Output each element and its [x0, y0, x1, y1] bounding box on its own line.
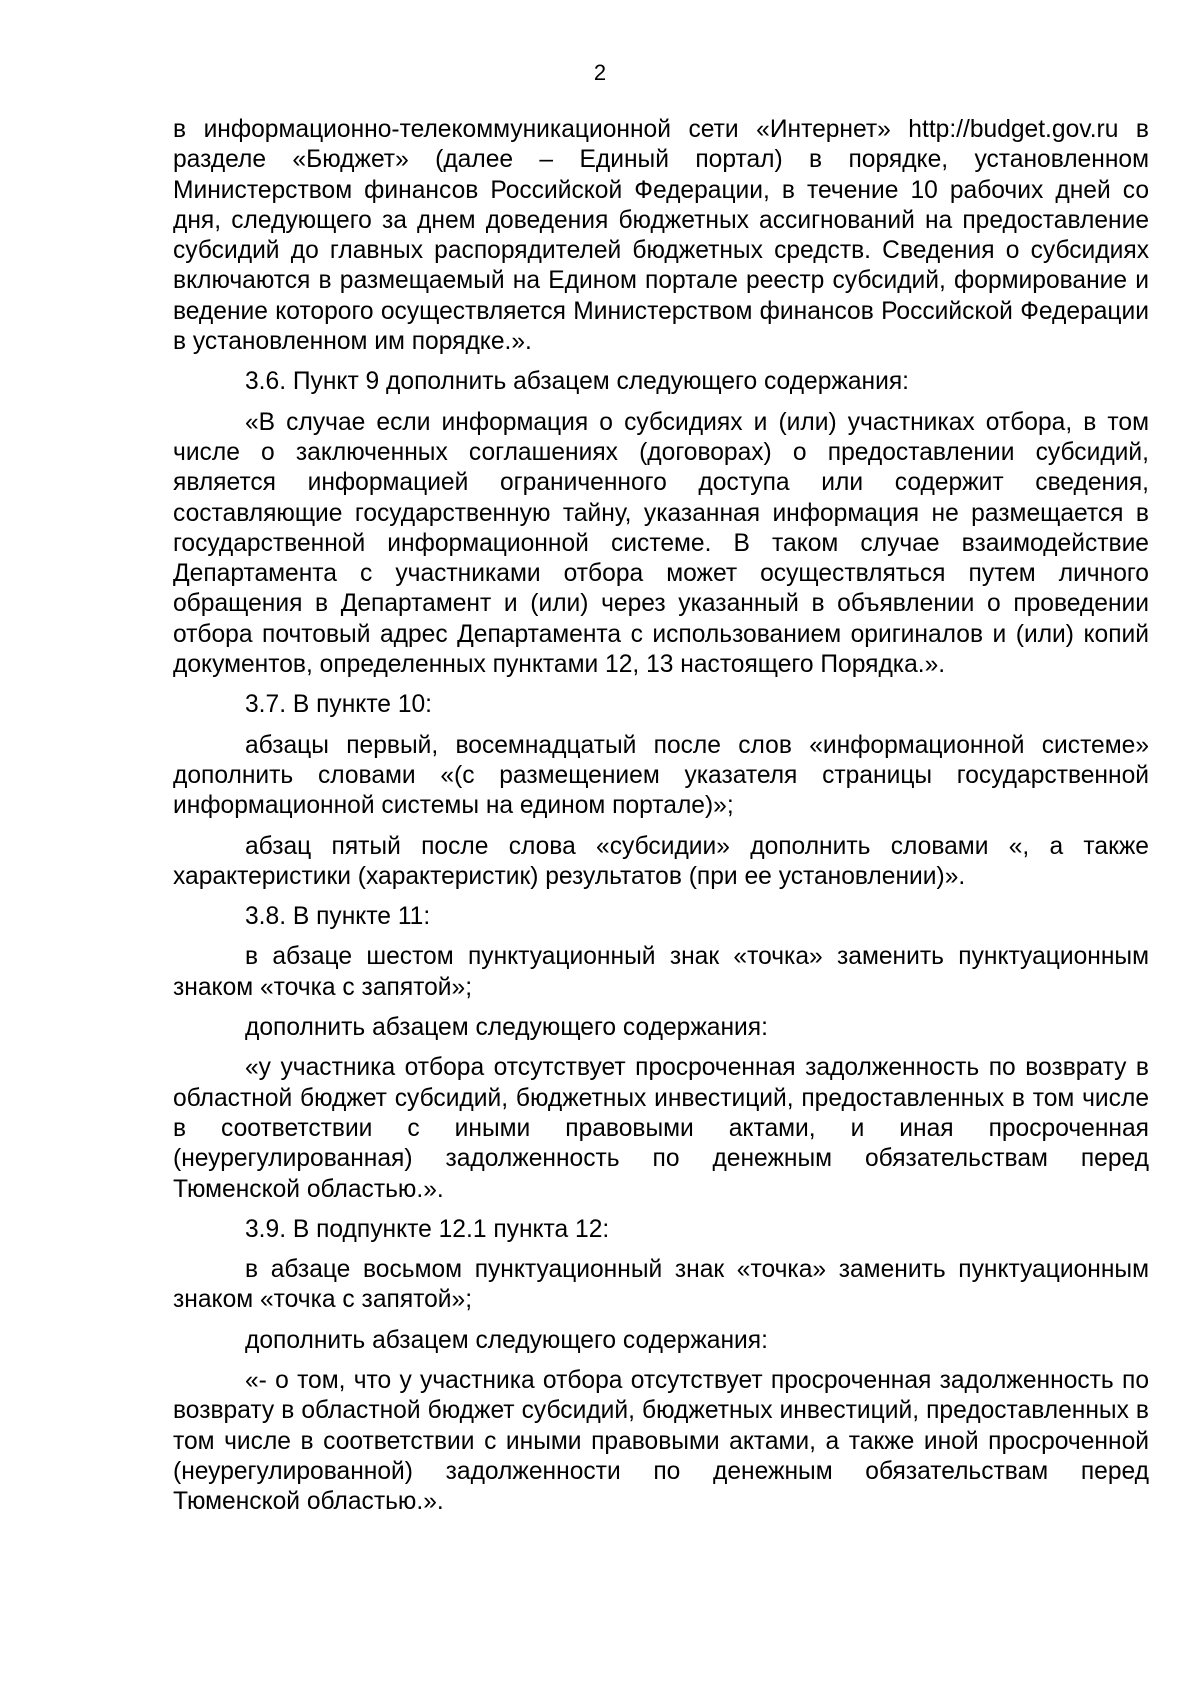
document-body — [173, 115, 1149, 1517]
paragraph-quote-3-9: «- о том, что у участника отбора отсутствует просроченная задолженность по возврату в областной бюджет субсидий, бюджетных инвестиций, предоставленных в том числе в соответствии с иными правовыми актами, а также иной просроченной (неурегулированной) задолженности по денежным обязательствам перед Тюменской областью.». — [173, 1366, 1149, 1516]
paragraph-item-3-7: 3.7. В пункте 10: — [245, 691, 433, 719]
paragraph-continuation: в информационно-телекоммуникационной сети «Интернет» http://budget.gov.ru в разделе «Бюджет» (далее – Единый портал) в порядке, установленном Министерством финансов Российской Федерации, в течение 10 рабочих дней со дня, следующего за днем доведения бюджетных ассигнований на предоставление субсидий до главных распорядителей бюджетных средств. Сведения о субсидиях включаются в размещаемый на Едином портале реестр субсидий, формирование и ведение которого осуществляется Министерством финансов Российской Федерации в установленном им порядке.». — [173, 116, 1149, 356]
paragraph-3-7-second: абзац пятый после слова «субсидии» дополнить словами «, а также характеристики (характеристик) результатов (при ее установлении)». — [173, 832, 1149, 890]
paragraph-quote-3-8: «у участника отбора отсутствует просроченная задолженность по возврату в областной бюджет субсидий, бюджетных инвестиций, предоставленных в том числе в соответствии с иными правовыми актами, и иная просроченная (неурегулированная) задолженность по денежным обязательствам перед Тюменской областью.». — [173, 1054, 1149, 1203]
paragraph-item-3-8: 3.8. В пункте 11: — [245, 903, 431, 931]
paragraph-3-8-first: в абзаце шестом пунктуационный знак «точка» заменить пунктуационным знаком «точка с запятой»; — [173, 943, 1149, 1001]
paragraph-3-9-second: дополнить абзацем следующего содержания: — [245, 1326, 768, 1354]
paragraph-quote-3-6: «В случае если информация о субсидиях и (или) участниках отбора, в том числе о заключенных соглашениях (договорах) о предоставлении субсидий, является информацией ограниченного доступа или содержит сведения, составляющие государственную тайну, указанная информация не размещается в государственной информационной системе. В таком случае взаимодействие Департамента с участниками отбора может осуществляться путем личного обращения в Департамент и (или) через указанный в объявлении о проведении отбора почтовый адрес Департамента с использованием оригиналов и (или) копий документов, определенных пунктами 12, 13 настоящего Порядка.». — [173, 408, 1149, 679]
paragraph-item-3-6: 3.6. Пункт 9 дополнить абзацем следующего содержания: — [245, 368, 909, 396]
page-number: 2 — [593, 60, 607, 85]
paragraph-item-3-9: 3.9. В подпункте 12.1 пункта 12: — [245, 1215, 610, 1243]
paragraph-3-9-first: в абзаце восьмом пунктуационный знак «точка» заменить пунктуационным знаком «точка с запятой»; — [173, 1256, 1149, 1314]
paragraph-3-8-second: дополнить абзацем следующего содержания: — [245, 1014, 768, 1042]
paragraph-3-7-first: абзацы первый, восемнадцатый после слов «информационной системе» дополнить словами «(с размещением указателя страницы государственной информационной системы на едином портале)»; — [173, 731, 1149, 820]
